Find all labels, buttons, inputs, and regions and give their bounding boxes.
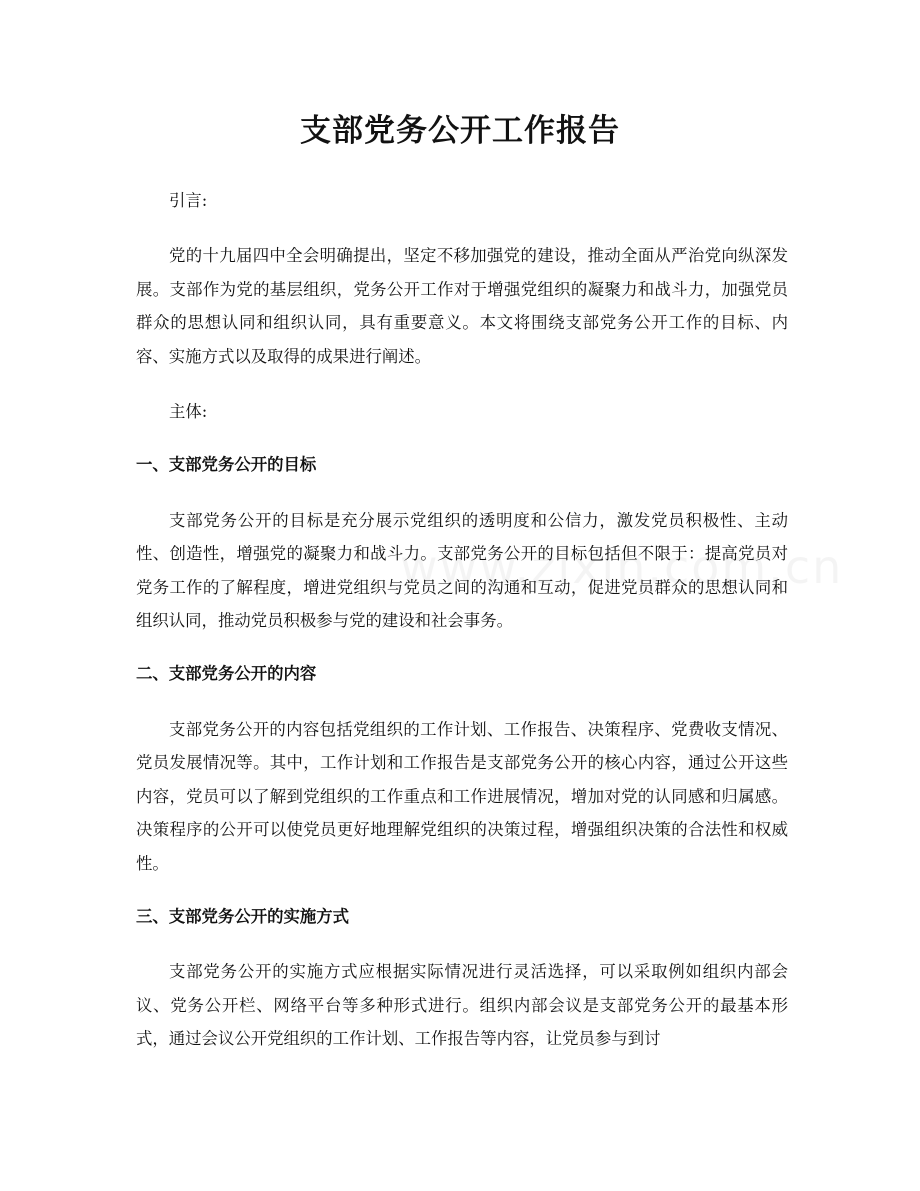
section-heading-methods: 三、支部党务公开的实施方式 bbox=[136, 906, 350, 926]
section-heading-content: 二、支部党务公开的内容 bbox=[136, 664, 317, 684]
document-body bbox=[136, 184, 788, 1056]
page-title: 支部党务公开工作报告 bbox=[300, 113, 620, 149]
section-paragraph-goals: 支部党务公开的目标是充分展示党组织的透明度和公信力，激发党员积极性、主动性、创造性，增强党的凝聚力和战斗力。支部党务公开的目标包括但不限于：提高党员对党务工作的了解程度，增进党组织与党员之间的沟通和互动，促进党员群众的思想认同和组织认同，推动党员积极参与党的建设和社会事务。 bbox=[136, 510, 788, 631]
section-heading-goals: 一、支部党务公开的目标 bbox=[136, 455, 317, 475]
section-paragraph-content: 支部党务公开的内容包括党组织的工作计划、工作报告、决策程序、党费收支情况、党员发展情况等。其中，工作计划和工作报告是支部党务公开的核心内容，通过公开这些内容，党员可以了解到党组织的工作重点和工作进展情况，增加对党的认同感和归属感。决策程序的公开可以使党员更好地理解党组织的决策过程，增强组织决策的合法性和权威性。 bbox=[136, 719, 788, 873]
intro-paragraph: 党的十九届四中全会明确提出，坚定不移加强党的建设，推动全面从严治党向纵深发展。支部作为党的基层组织，党务公开工作对于增强党组织的凝聚力和战斗力，加强党员群众的思想认同和组织认同，具有重要意义。本文将围绕支部党务公开工作的目标、内容、实施方式以及取得的成果进行阐述。 bbox=[136, 246, 788, 366]
intro-label: 引言: bbox=[169, 191, 208, 210]
section-paragraph-methods: 支部党务公开的实施方式应根据实际情况进行灵活选择，可以采取例如组织内部会议、党务公开栏、网络平台等多种形式进行。组织内部会议是支部党务公开的最基本形式，通过会议公开党组织的工作计划、工作报告等内容，让党员参与到讨 bbox=[136, 962, 788, 1049]
body-label: 主体: bbox=[169, 402, 208, 422]
